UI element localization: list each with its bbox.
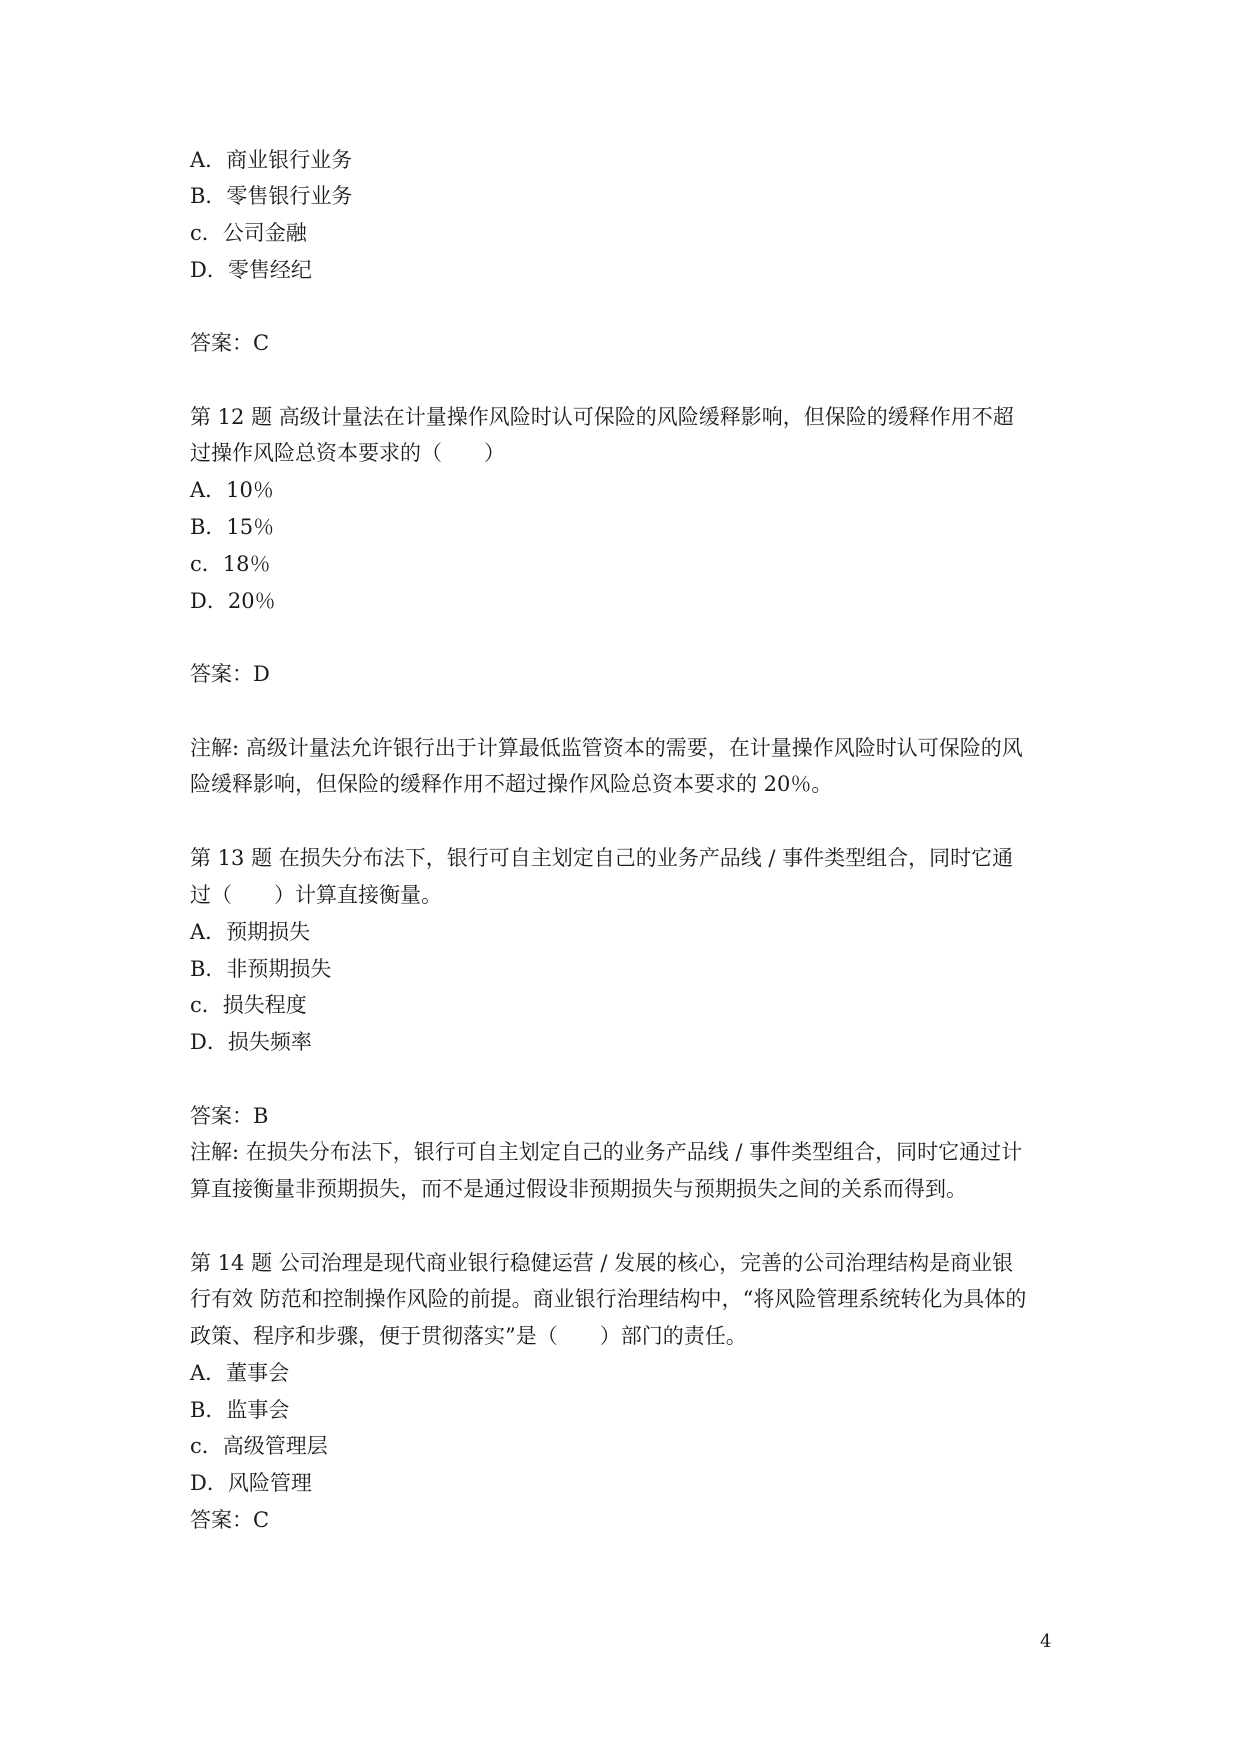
- question-13-stem: 第 13 题 在损失分布法下，银行可自主划定自己的业务产品线 / 事件类型组合，同时它通: [190, 846, 1014, 870]
- note: 注解: 高级计量法允许银行出于计算最低监管资本的需要，在计量操作风险时认可保险的风: [190, 736, 1023, 760]
- option-d: D．损失频率: [190, 1030, 312, 1054]
- option-d: D．风险管理: [190, 1471, 312, 1495]
- option-b: B．非预期损失: [190, 957, 332, 981]
- option-b: B．零售银行业务: [190, 184, 353, 208]
- option-c: c．损失程度: [190, 993, 307, 1017]
- option-c: c．高级管理层: [190, 1434, 328, 1458]
- answer: 答案：C: [190, 1508, 270, 1532]
- note: 注解: 在损失分布法下，银行可自主划定自己的业务产品线 / 事件类型组合，同时它通过计: [190, 1140, 1023, 1164]
- answer: 答案：D: [190, 662, 270, 686]
- option-d: D．零售经纪: [190, 258, 312, 282]
- option-b: B．15％: [190, 515, 275, 539]
- note: 算直接衡量非预期损失，而不是通过假设非预期损失与预期损失之间的关系而得到。: [190, 1177, 967, 1201]
- question-14-stem: 行有效 防范和控制操作风险的前提。商业银行治理结构中，“将风险管理系统转化为具体的: [190, 1287, 1027, 1311]
- option-a: A．商业银行业务: [190, 148, 353, 172]
- option-d: D．20％: [190, 589, 276, 613]
- answer: 答案：B: [190, 1104, 269, 1128]
- note: 险缓释影响，但保险的缓释作用不超过操作风险总资本要求的 20％。: [190, 772, 833, 796]
- question-12-stem: 第 12 题 高级计量法在计量操作风险时认可保险的风险缓释影响，但保险的缓释作用不超: [190, 405, 1014, 429]
- option-c: c．公司金融: [190, 221, 307, 245]
- option-a: A．预期损失: [190, 920, 311, 944]
- option-c: c．18％: [190, 552, 271, 576]
- answer: 答案：C: [190, 331, 270, 355]
- option-b: B．监事会: [190, 1398, 290, 1422]
- question-14-stem: 第 14 题 公司治理是现代商业银行稳健运营 / 发展的核心，完善的公司治理结构是商业银: [190, 1251, 1014, 1275]
- question-13-stem: 过（ ）计算直接衡量。: [190, 883, 442, 907]
- question-14-stem: 政策、程序和步骤，便于贯彻落实”是（ ）部门的责任。: [190, 1324, 747, 1348]
- page-number: 4: [1040, 1631, 1052, 1652]
- option-a: A．10％: [190, 478, 274, 502]
- question-12-stem: 过操作风险总资本要求的（ ）: [190, 441, 505, 465]
- option-a: A．董事会: [190, 1361, 290, 1385]
